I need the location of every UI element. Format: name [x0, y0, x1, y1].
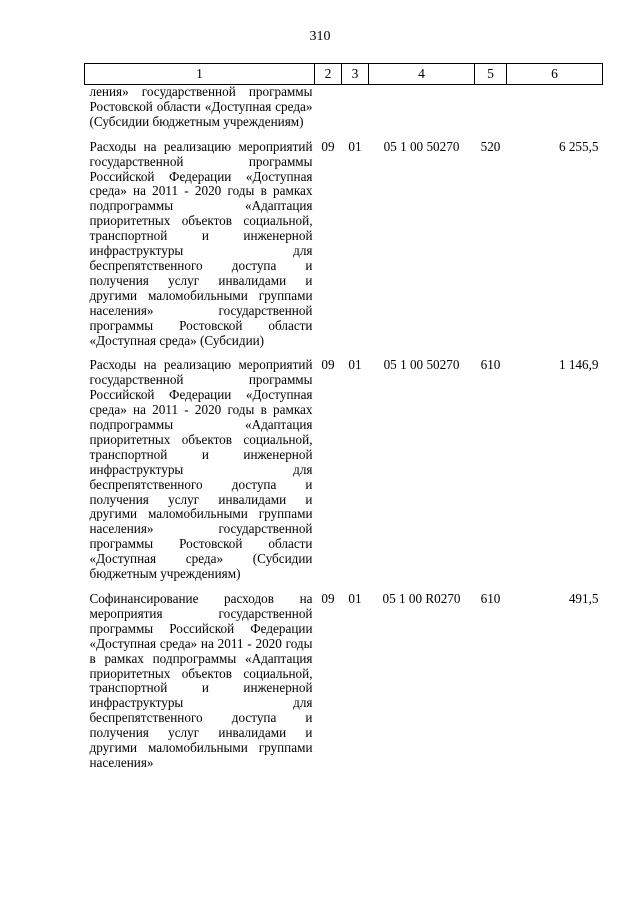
row-target-code: [369, 85, 475, 140]
row-description: Расходы на реализацию мероприятий государственной программы Российской Федерации «Доступная среда» на 2011 - 2020 годы в рамках подпрограммы «Адаптация приоритетных объектов социальной, транспортной и инженерной инфраструктуры для беспрепятственного доступа и получения услуг инвалидами и другими маломобильными группами населения» государственной программы Ростовской области «Доступная среда» (Субсидии): [89, 138, 313, 348]
row-subsection: 01: [348, 138, 362, 154]
page-number: 310: [309, 29, 331, 44]
table-row: [85, 358, 603, 592]
row-expense-type: 610: [480, 591, 501, 606]
row-section: 09: [321, 591, 335, 606]
row-amount: 6 255,5: [558, 138, 599, 154]
row-section: [315, 85, 342, 140]
table-header: [85, 64, 603, 85]
row-section: 09: [321, 357, 335, 373]
row-description: Софинансирование расходов на мероприятия государственной программы Российской Федерации «Доступная среда» на 2011 - 2020 годы в рамках подпрограммы «Адаптация приоритетных объектов социальной, транспортной и инженерной инфраструктуры для беспрепятственного доступа и получения услуг инвалидами и другими маломобильными группами населения»: [89, 591, 313, 770]
row-amount: 1 146,9: [558, 357, 599, 373]
row-subsection: 01: [348, 357, 362, 373]
budget-table: [84, 63, 603, 771]
table-row: [85, 140, 603, 359]
row-target-code: 05 1 00 50270: [383, 138, 460, 154]
table-row: [85, 85, 603, 140]
table-row: [85, 592, 603, 771]
row-description: Расходы на реализацию мероприятий государственной программы Российской Федерации «Доступная среда» на 2011 - 2020 годы в рамках подпрограммы «Адаптация приоритетных объектов социальной, транспортной и инженерной инфраструктуры для беспрепятственного доступа и получения услуг инвалидами и другими маломобильными группами населения» государственной программы Ростовской области «Доступная среда» (Субсидии бюджетным учреждениям): [89, 357, 313, 582]
row-description: ления» государственной программы Ростовской области «Доступная среда» (Субсидии бюджетным учреждениям): [89, 84, 313, 129]
row-target-code: 05 1 00 R0270: [382, 591, 461, 606]
column-header-4: 4: [369, 64, 475, 85]
row-expense-type: 610: [480, 357, 501, 373]
column-header-1: 1: [85, 64, 315, 85]
row-target-code: 05 1 00 50270: [383, 357, 460, 373]
row-subsection: [342, 85, 369, 140]
column-header-2: 2: [315, 64, 342, 85]
column-header-5: 5: [475, 64, 507, 85]
row-expense-type: 520: [480, 138, 501, 154]
column-header-6: 6: [507, 64, 603, 85]
row-expense-type: [475, 85, 507, 140]
row-amount: 491,5: [568, 591, 599, 606]
row-section: 09: [321, 138, 335, 154]
column-header-3: 3: [342, 64, 369, 85]
row-amount: [507, 85, 603, 140]
row-subsection: 01: [348, 591, 362, 606]
